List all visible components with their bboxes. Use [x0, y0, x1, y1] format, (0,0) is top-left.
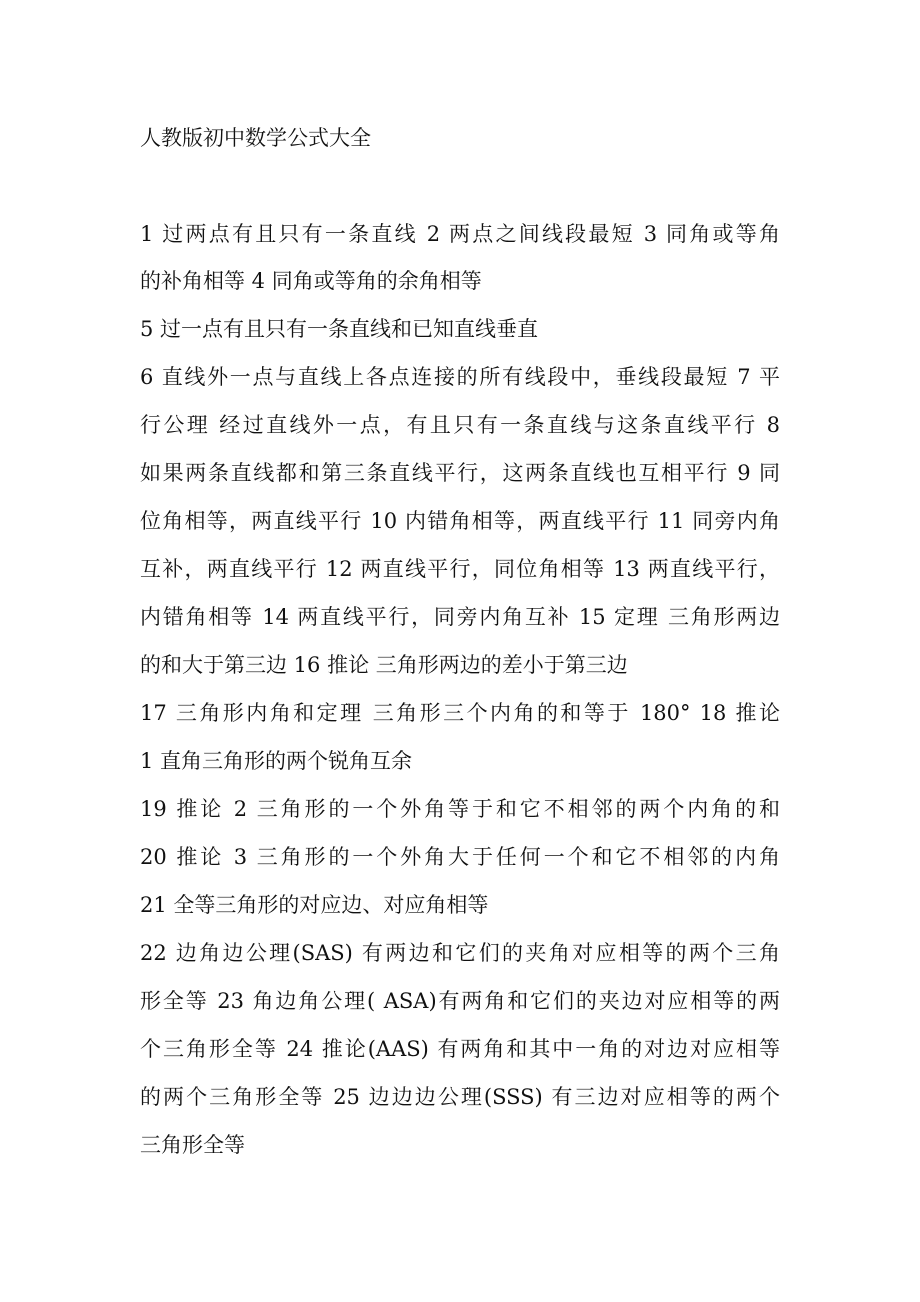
text-line: 20 推论 3 三角形的一个外角大于任何一个和它不相邻的内角	[140, 845, 780, 869]
text-line: 1 直角三角形的两个锐角互余	[140, 749, 413, 773]
text-line: 三角形全等	[140, 1133, 245, 1157]
document-title: 人教版初中数学公式大全	[140, 126, 371, 150]
text-line: 互补，两直线平行 12 两直线平行，同位角相等 13 两直线平行，	[140, 557, 780, 581]
text-line: 21 全等三角形的对应边、对应角相等	[140, 893, 489, 917]
text-line: 1 过两点有且只有一条直线 2 两点之间线段最短 3 同角或等角	[140, 222, 780, 246]
text-line: 19 推论 2 三角形的一个外角等于和它不相邻的两个内角的和	[140, 797, 780, 821]
text-line: 内错角相等 14 两直线平行，同旁内角互补 15 定理 三角形两边	[140, 605, 780, 629]
text-line: 的补角相等 4 同角或等角的余角相等	[140, 269, 482, 293]
text-line: 形全等 23 角边角公理( ASA)有两角和它们的夹边对应相等的两	[140, 989, 780, 1013]
text-line: 17 三角形内角和定理 三角形三个内角的和等于 180° 18 推论	[140, 701, 780, 725]
text-line: 行公理 经过直线外一点，有且只有一条直线与这条直线平行 8	[140, 413, 780, 437]
text-line: 的和大于第三边 16 推论 三角形两边的差小于第三边	[140, 653, 628, 677]
text-line: 22 边角边公理(SAS) 有两边和它们的夹角对应相等的两个三角	[140, 941, 780, 965]
text-line: 6 直线外一点与直线上各点连接的所有线段中，垂线段最短 7 平	[140, 365, 780, 389]
text-line: 如果两条直线都和第三条直线平行，这两条直线也互相平行 9 同	[140, 461, 780, 485]
text-line: 位角相等，两直线平行 10 内错角相等，两直线平行 11 同旁内角	[140, 509, 780, 533]
text-line: 5 过一点有且只有一条直线和已知直线垂直	[140, 317, 539, 341]
text-line: 的两个三角形全等 25 边边边公理(SSS) 有三边对应相等的两个	[140, 1085, 780, 1109]
text-line: 个三角形全等 24 推论(AAS) 有两角和其中一角的对边对应相等	[140, 1037, 780, 1061]
